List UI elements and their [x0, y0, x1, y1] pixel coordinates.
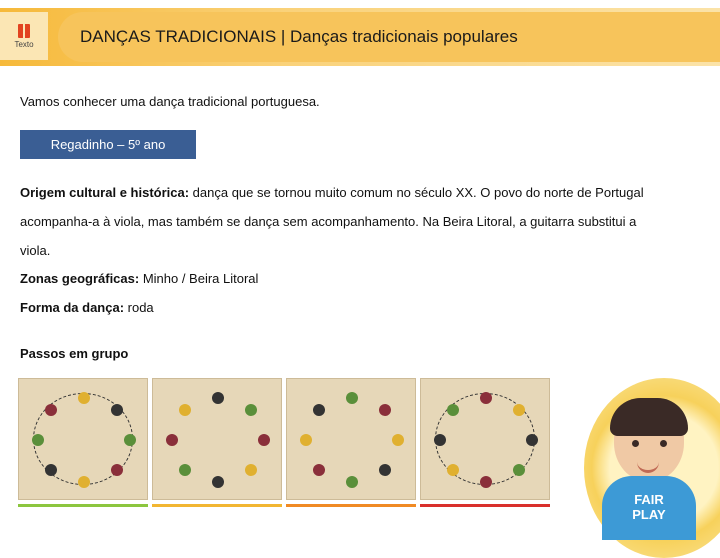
dancer-figure — [166, 434, 178, 446]
origin-label: Origem cultural e histórica: — [20, 185, 190, 200]
form-paragraph — [20, 293, 670, 322]
dancer-figure — [313, 464, 325, 476]
origin-text: dança que se tornou muito comum no século XX. O povo do norte de Portugal acompanha-a à viola, mas também se dança sem acompanhamento. Na Beira Litoral, a guitarra substitui a viola. — [20, 185, 644, 258]
mascot-eye-left — [632, 440, 639, 447]
tile-bar-2 — [152, 504, 282, 507]
dancer-figure — [245, 404, 257, 416]
tile-bar-1 — [18, 504, 148, 507]
dancer-figure — [111, 404, 123, 416]
dancer-figure — [480, 476, 492, 488]
dancer-figure — [379, 404, 391, 416]
dancer-figure — [513, 464, 525, 476]
dancer-figure — [179, 464, 191, 476]
dancer-figure — [526, 434, 538, 446]
dancer-figure — [313, 404, 325, 416]
dancer-figure — [32, 434, 44, 446]
dance-diagram-3 — [286, 378, 416, 500]
dancer-figure — [513, 404, 525, 416]
form-label: Forma da dança: — [20, 300, 125, 315]
mascot-hair — [610, 398, 688, 436]
tile-bar-4 — [420, 504, 550, 507]
zones-label: Zonas geográficas: — [20, 271, 140, 286]
shirt-text-2: PLAY — [632, 507, 666, 522]
dancer-figure — [434, 434, 446, 446]
mascot-shirt — [602, 476, 696, 540]
dancer-figure — [258, 434, 270, 446]
intro-text: Vamos conhecer uma dança tradicional portuguesa. — [20, 94, 320, 109]
dancer-figure — [212, 392, 224, 404]
dancer-figure — [111, 464, 123, 476]
dance-tag: Regadinho – 5º ano — [20, 130, 196, 159]
mascot-eye-right — [660, 440, 667, 447]
dancer-figure — [300, 434, 312, 446]
dancer-figure — [212, 476, 224, 488]
dancer-figure — [78, 392, 90, 404]
dancer-figure — [78, 476, 90, 488]
tile-bar-3 — [286, 504, 416, 507]
dancer-figure — [392, 434, 404, 446]
origin-paragraph — [20, 178, 670, 265]
page-title: DANÇAS TRADICIONAIS | Danças tradicionais populares — [58, 12, 720, 62]
dancer-figure — [179, 404, 191, 416]
dancer-figure — [346, 392, 358, 404]
logo — [0, 12, 48, 60]
zones-text: Minho / Beira Litoral — [139, 271, 259, 286]
dance-diagram-4 — [420, 378, 550, 500]
shirt-text-1: FAIR — [634, 492, 664, 507]
dance-diagram-2 — [152, 378, 282, 500]
zones-paragraph — [20, 264, 670, 293]
book-icon — [18, 24, 30, 38]
dancer-figure — [346, 476, 358, 488]
dance-diagram-1 — [18, 378, 148, 500]
dancer-figure — [245, 464, 257, 476]
form-text: roda — [124, 300, 154, 315]
dancer-figure — [124, 434, 136, 446]
dancer-figure — [379, 464, 391, 476]
logo-text: Texto — [14, 39, 34, 49]
steps-label: Passos em grupo — [20, 346, 129, 361]
dancer-figure — [480, 392, 492, 404]
